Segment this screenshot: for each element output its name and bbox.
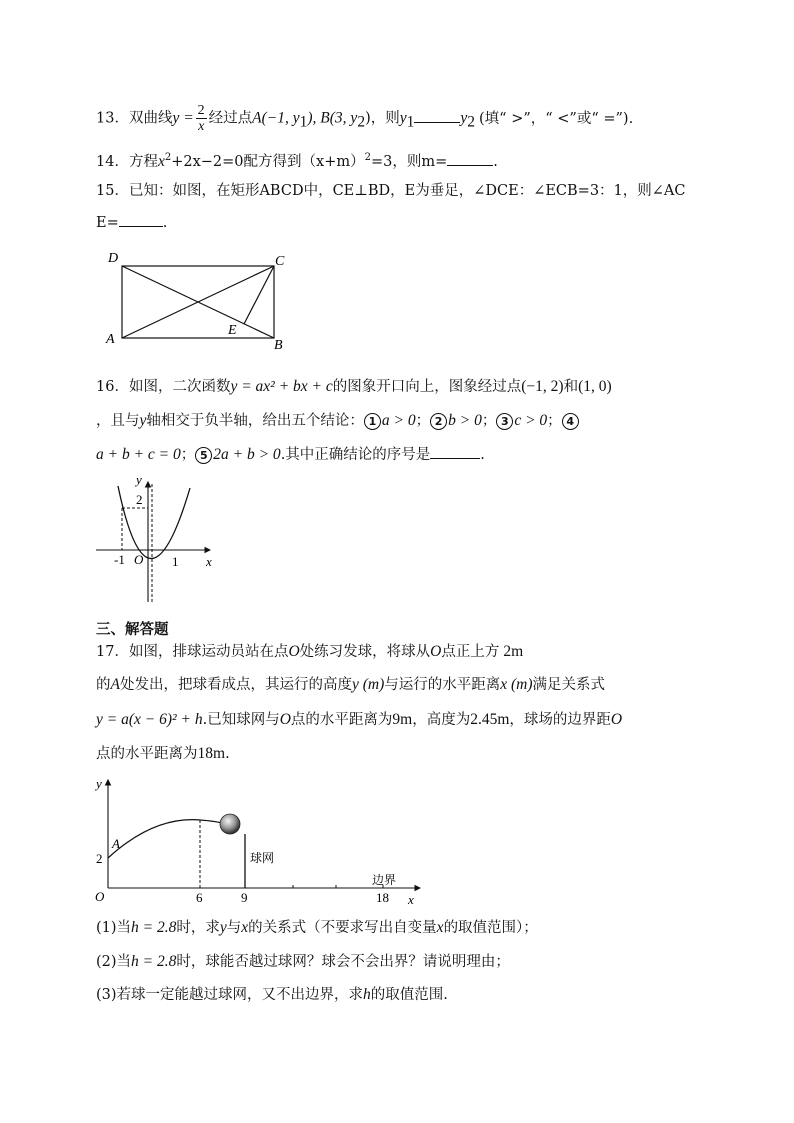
q17-intro: 17．如图，排球运动员站在点 — [96, 644, 289, 660]
label-y: y — [136, 472, 142, 487]
question-16-line3 — [96, 444, 485, 465]
q14-end: . — [493, 153, 498, 170]
q16-conclusion-1: a > 0 — [381, 412, 416, 429]
q16-question: .其中正确结论的序号是 — [280, 447, 431, 463]
q14-sup: 2 — [164, 152, 172, 163]
q17-line2-b: 处发出，把球看成点，其运行的高度 — [119, 677, 352, 693]
q16-sep: ； — [547, 413, 562, 429]
q16-point1: (−1, 2) — [521, 378, 564, 395]
q16-mark-1: 1 — [364, 413, 381, 430]
q17-volleyball-figure — [90, 772, 430, 912]
q14-answer-blank[interactable] — [447, 151, 493, 166]
q16-line2-a: ，且与 — [96, 413, 140, 429]
q17-p3-h: h — [363, 986, 371, 1003]
q13-passes: 经过点 — [208, 110, 253, 127]
question-17-line2 — [96, 675, 605, 695]
q17-intro-c: 点正上方 — [441, 644, 500, 660]
question-15-line2 — [96, 212, 167, 233]
q16-end: . — [480, 447, 485, 463]
q17-line2-a: 的 — [96, 677, 111, 693]
q13-frac-num: 2 — [197, 103, 205, 118]
q16-mark-2: 2 — [430, 413, 447, 430]
question-17-line4 — [96, 744, 230, 764]
q13-frac-den: x — [198, 119, 205, 134]
q17-p1-y: y — [219, 919, 227, 936]
q17-p1-x: x — [241, 919, 249, 936]
segment-ce — [244, 266, 274, 324]
q17-x-m: x (m) — [500, 676, 533, 693]
q16-conclusion-5: 2a + b > 0 — [213, 446, 281, 463]
label-a: A — [112, 836, 120, 851]
trajectory-curve — [108, 820, 222, 858]
q13-point-a: A(−1, y — [252, 109, 300, 127]
q14-sup2: 2 — [364, 152, 371, 163]
q16-answer-blank[interactable] — [430, 444, 480, 459]
parabola-curve — [118, 486, 190, 559]
q16-intro: 16．如图，二次函数 — [96, 379, 231, 395]
q16-sep: ； — [180, 447, 196, 463]
q16-sep: ； — [481, 413, 497, 429]
q13-point-b-sub: 2 — [357, 113, 366, 131]
label-6: 6 — [196, 890, 203, 905]
q16-conclusion-4: a + b + c = 0 — [96, 446, 181, 463]
q15-rectangle-figure — [100, 248, 300, 354]
q13-point-b: ), B(3, y — [307, 109, 358, 127]
q17-line2-c: 与运行的水平距离 — [384, 677, 501, 693]
q17-p1-h: h = 2.8 — [131, 919, 177, 936]
q17-line4-a: 点的水平距离为 — [96, 746, 198, 762]
q17-p1-d: 的关系式（不要求写出自变量 — [248, 920, 437, 936]
label-b: B — [274, 338, 283, 353]
q17-intro-b: 处练习发球，将球从 — [299, 644, 431, 660]
q17-line3-b: .已知球网与 — [202, 712, 280, 728]
label-x: x — [408, 892, 414, 907]
q17-y-m: y (m) — [351, 676, 385, 693]
question-17-line1 — [96, 642, 523, 662]
q16-and: 和 — [563, 379, 579, 395]
q17-p1-c: 与 — [226, 920, 242, 936]
q17-2m: 2m — [503, 643, 524, 660]
label-boundary: 边界 — [372, 873, 397, 887]
q17-o: O — [279, 711, 291, 728]
q17-line2-d: 满足关系式 — [532, 677, 606, 693]
q14-equation: +2x−2=0配方得到（x+m） — [171, 153, 365, 170]
label-neg1: -1 — [114, 552, 125, 567]
q17-p2-b: 时，球能否越过球网？球会不会出界？请说明理由； — [176, 954, 510, 970]
question-16-line2 — [96, 411, 580, 431]
question-17-part2 — [96, 952, 510, 972]
q16-sep: ； — [415, 413, 431, 429]
q17-line3-d: ，高度为 — [412, 712, 471, 728]
q14-x: x — [157, 152, 165, 170]
q17-p1-b: 时，求 — [176, 920, 220, 936]
question-17-part3 — [96, 985, 448, 1005]
q13-y2-sub: 2 — [467, 113, 476, 131]
q17-p1-x2: x — [436, 919, 444, 936]
label-a: A — [106, 332, 115, 347]
label-o: O — [134, 552, 144, 567]
q17-p1-e: 的取值范围）； — [443, 920, 538, 936]
label-o: O — [95, 889, 105, 904]
q17-18m: 18m — [197, 745, 226, 762]
q16-intro-b: 的图象开口向上，图象经过点 — [332, 379, 522, 395]
q16-function: y = ax² + bx + c — [230, 378, 333, 395]
q16-parabola-figure — [92, 470, 222, 606]
q16-mark-4: 4 — [562, 413, 579, 430]
question-16-line1 — [96, 377, 612, 397]
label-net: 球网 — [250, 851, 275, 865]
q13-y2: y — [460, 109, 468, 127]
section-3-heading: 三、解答题 — [96, 622, 169, 638]
q13-number: 13．双曲线 — [96, 110, 173, 127]
label-d: D — [108, 251, 119, 266]
label-2: 2 — [96, 851, 103, 866]
label-9: 9 — [241, 890, 248, 905]
q16-y: y — [139, 412, 147, 429]
q17-9m: 9m — [392, 711, 413, 728]
q13-point-a-sub: 1 — [299, 113, 308, 131]
label-y: y — [96, 776, 102, 791]
question-14 — [96, 148, 498, 172]
label-x: x — [206, 554, 212, 569]
label-18: 18 — [376, 890, 389, 905]
q17-line3-e: ，球场的边界距 — [509, 712, 611, 728]
q16-mark-3: 3 — [496, 413, 513, 430]
q16-line2-b: 轴相交于负半轴，给出五个结论： — [146, 413, 364, 429]
q16-conclusion-3: c > 0 — [514, 412, 548, 429]
q17-equation: y = a(x − 6)² + h — [96, 711, 203, 728]
q15-end: . — [162, 215, 168, 231]
question-17-part1 — [96, 918, 538, 938]
question-13 — [96, 103, 633, 134]
q15-answer-blank[interactable] — [119, 212, 163, 227]
q17-o: O — [288, 643, 300, 660]
q13-then: )，则 — [365, 110, 400, 127]
label-1: 1 — [172, 554, 179, 569]
q13-answer-blank[interactable] — [414, 108, 460, 123]
q17-p2-a: (2)当 — [96, 954, 132, 970]
q17-p3-b: 的取值范围. — [370, 987, 448, 1003]
q16-mark-5: 5 — [195, 447, 212, 464]
question-17-line3 — [96, 710, 622, 730]
label-e: E — [228, 323, 237, 338]
q17-p2-h: h = 2.8 — [131, 953, 177, 970]
q17-net-height: 2.45m — [470, 711, 510, 728]
label-c: C — [275, 254, 285, 269]
q17-p3-a: (3)若球一定能越过球网，又不出边界，求 — [96, 987, 364, 1003]
ball — [220, 814, 240, 834]
q17-o: O — [610, 711, 623, 728]
q16-point2: (1, 0) — [578, 378, 612, 395]
label-2: 2 — [136, 492, 143, 507]
q15-e-label: E= — [96, 215, 119, 231]
q14-number: 14．方程 — [96, 153, 158, 170]
q17-line3-c: 点的水平距离为 — [290, 712, 393, 728]
q13-fill-hint: (填“ >”，“ <”或“ =”). — [479, 110, 634, 127]
question-15-line1: 15．已知：如图，在矩形ABCD中，CE⊥BD，E为垂足，∠DCE：∠ECB=3：1，则∠AC — [96, 183, 686, 199]
q14-equation-rest: =3，则m= — [370, 153, 448, 170]
q16-conclusion-2: b > 0 — [448, 412, 482, 429]
q13-fraction — [196, 103, 207, 134]
q13-y-eq: y = — [172, 109, 194, 127]
q17-a: A — [110, 676, 120, 693]
q17-line4-end: . — [225, 746, 230, 762]
q17-p1-a: (1)当 — [96, 920, 132, 936]
q13-y1-sub: 1 — [406, 113, 415, 131]
q13-y1: y — [399, 109, 407, 127]
q17-o: O — [430, 643, 442, 660]
